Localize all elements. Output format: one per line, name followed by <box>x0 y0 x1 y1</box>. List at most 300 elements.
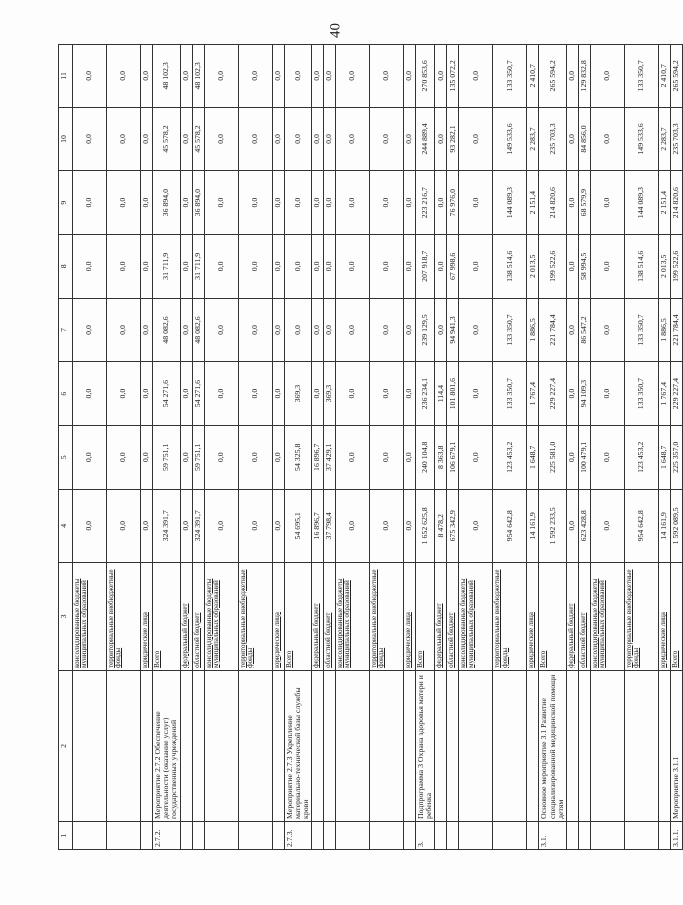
row-value: 0,0 <box>404 425 416 489</box>
row-name <box>312 670 324 821</box>
row-value: 0,0 <box>312 234 324 298</box>
row-value: 8 363,8 <box>435 425 447 489</box>
row-source: юридические лица <box>272 562 284 670</box>
table-row <box>192 45 204 850</box>
row-value: 0,0 <box>107 234 141 298</box>
row-value: 16 896,7 <box>312 425 324 489</box>
row-value: 235 703,3 <box>539 107 567 171</box>
row-value: 0,0 <box>238 234 272 298</box>
row-code <box>324 821 336 849</box>
row-source: консолидированные бюджеты муниципальных образований <box>459 562 493 670</box>
row-value: 48 082,6 <box>153 298 181 362</box>
row-name <box>447 670 459 821</box>
row-value: 0,0 <box>180 234 192 298</box>
row-value: 0,0 <box>284 298 312 362</box>
row-value: 0,0 <box>435 234 447 298</box>
row-name <box>192 670 204 821</box>
row-value: 1 592 233,5 <box>539 489 567 562</box>
row-value: 0,0 <box>590 45 624 108</box>
row-value: 0,0 <box>336 45 370 108</box>
row-value: 0,0 <box>107 45 141 108</box>
row-value: 0,0 <box>180 362 192 426</box>
row-name <box>272 670 284 821</box>
row-value: 0,0 <box>238 425 272 489</box>
row-value: 2 283,7 <box>527 107 539 171</box>
row-value: 0,0 <box>73 171 107 235</box>
row-value: 149 533,6 <box>624 107 658 171</box>
row-code <box>272 821 284 849</box>
row-value: 0,0 <box>73 234 107 298</box>
row-code <box>73 821 107 849</box>
row-source: территориальные внебюджетные фонды <box>624 562 658 670</box>
row-value: 0,0 <box>107 362 141 426</box>
row-value: 244 889,4 <box>416 107 435 171</box>
row-value: 1 592 089,5 <box>670 489 682 562</box>
row-value: 135 072,2 <box>447 45 459 108</box>
row-name <box>180 670 192 821</box>
row-value: 0,0 <box>141 107 153 171</box>
row-value: 0,0 <box>459 489 493 562</box>
table-row <box>670 45 682 850</box>
table-row <box>624 45 658 850</box>
table-row <box>416 45 435 850</box>
row-value: 236 234,1 <box>416 362 435 426</box>
table-row <box>435 45 447 850</box>
row-value: 0,0 <box>73 362 107 426</box>
row-code <box>204 821 238 849</box>
row-value: 133 350,7 <box>624 298 658 362</box>
row-value: 0,0 <box>204 298 238 362</box>
row-source: Всего <box>153 562 181 670</box>
row-code <box>658 821 670 849</box>
row-value: 2 151,4 <box>658 171 670 235</box>
row-value: 0,0 <box>238 298 272 362</box>
row-value: 0,0 <box>312 107 324 171</box>
row-value: 0,0 <box>272 234 284 298</box>
row-code: 3. <box>416 821 435 849</box>
table-row <box>578 45 590 850</box>
row-code: 2.7.3. <box>284 821 312 849</box>
row-name <box>73 670 107 821</box>
row-value: 0,0 <box>284 234 312 298</box>
row-value: 199 522,6 <box>539 234 567 298</box>
row-value: 2 151,4 <box>527 171 539 235</box>
row-source: юридические лица <box>141 562 153 670</box>
row-value: 37 798,4 <box>324 489 336 562</box>
column-number-row <box>59 45 73 850</box>
row-value: 0,0 <box>404 362 416 426</box>
row-value: 14 161,9 <box>527 489 539 562</box>
table-row <box>180 45 192 850</box>
row-value: 93 282,1 <box>447 107 459 171</box>
row-code: 3.1.1. <box>670 821 682 849</box>
row-value: 1 648,7 <box>658 425 670 489</box>
row-source: федеральный бюджет <box>566 562 578 670</box>
table-row <box>284 45 312 850</box>
row-source: областной бюджет <box>578 562 590 670</box>
row-value: 1 648,7 <box>527 425 539 489</box>
row-value: 0,0 <box>107 107 141 171</box>
row-source: областной бюджет <box>192 562 204 670</box>
row-value: 101 801,6 <box>447 362 459 426</box>
row-source: территориальные внебюджетные фонды <box>493 562 527 670</box>
row-value: 954 642,8 <box>493 489 527 562</box>
row-source: консолидированные бюджеты муниципальных образований <box>204 562 238 670</box>
row-value: 0,0 <box>324 45 336 108</box>
row-source: федеральный бюджет <box>312 562 324 670</box>
row-value: 67 998,6 <box>447 234 459 298</box>
row-value: 0,0 <box>141 362 153 426</box>
row-value: 0,0 <box>107 171 141 235</box>
row-code <box>624 821 658 849</box>
row-value: 0,0 <box>459 298 493 362</box>
row-source: территориальные внебюджетные фонды <box>107 562 141 670</box>
row-value: 59 751,1 <box>192 425 204 489</box>
row-value: 14 161,9 <box>658 489 670 562</box>
col-num-4: 4 <box>59 489 73 562</box>
row-source: юридические лица <box>527 562 539 670</box>
row-source: юридические лица <box>658 562 670 670</box>
table-row <box>590 45 624 850</box>
row-value: 0,0 <box>370 234 404 298</box>
row-name: Мероприятие 3.1.1 <box>670 670 682 821</box>
row-value: 0,0 <box>590 107 624 171</box>
table-row <box>459 45 493 850</box>
row-value: 68 579,9 <box>578 171 590 235</box>
row-value: 0,0 <box>324 107 336 171</box>
row-value: 240 104,8 <box>416 425 435 489</box>
row-value: 0,0 <box>141 489 153 562</box>
row-source: консолидированные бюджеты муниципальных образований <box>590 562 624 670</box>
row-value: 54 695,1 <box>284 489 312 562</box>
row-value: 270 853,6 <box>416 45 435 108</box>
row-value: 0,0 <box>404 489 416 562</box>
row-source: территориальные внебюджетные фонды <box>370 562 404 670</box>
col-num-6: 6 <box>59 362 73 426</box>
row-value: 133 350,7 <box>493 362 527 426</box>
row-value: 225 357,0 <box>670 425 682 489</box>
row-value: 0,0 <box>238 107 272 171</box>
row-value: 0,0 <box>404 298 416 362</box>
table-row <box>204 45 238 850</box>
row-value: 59 751,1 <box>153 425 181 489</box>
row-name: Мероприятие 2.7.3 Укрепление материально-технической базы службы крови <box>284 670 312 821</box>
col-num-9: 9 <box>59 171 73 235</box>
col-num-5: 5 <box>59 425 73 489</box>
row-value: 0,0 <box>272 107 284 171</box>
row-value: 1 767,4 <box>527 362 539 426</box>
row-value: 0,0 <box>204 425 238 489</box>
row-value: 0,0 <box>459 234 493 298</box>
row-value: 48 102,3 <box>153 45 181 108</box>
row-value: 0,0 <box>180 298 192 362</box>
row-value: 45 578,2 <box>153 107 181 171</box>
row-value: 48 102,3 <box>192 45 204 108</box>
row-value: 2 013,5 <box>527 234 539 298</box>
row-source: Всего <box>416 562 435 670</box>
col-num-2: 2 <box>59 670 73 821</box>
row-value: 0,0 <box>73 107 107 171</box>
budget-table <box>58 44 683 850</box>
col-num-7: 7 <box>59 298 73 362</box>
row-value: 94 941,3 <box>447 298 459 362</box>
table-row <box>324 45 336 850</box>
row-value: 265 594,2 <box>670 45 682 108</box>
row-value: 8 478,2 <box>435 489 447 562</box>
row-value: 100 479,1 <box>578 425 590 489</box>
row-name <box>324 670 336 821</box>
row-value: 0,0 <box>459 171 493 235</box>
row-value: 0,0 <box>180 425 192 489</box>
row-value: 54 271,6 <box>192 362 204 426</box>
row-value: 0,0 <box>404 107 416 171</box>
row-value: 954 642,8 <box>624 489 658 562</box>
row-value: 2 410,7 <box>658 45 670 108</box>
row-value: 369,3 <box>324 362 336 426</box>
row-value: 221 784,4 <box>539 298 567 362</box>
row-name <box>370 670 404 821</box>
row-value: 0,0 <box>141 425 153 489</box>
row-code <box>527 821 539 849</box>
row-code: 2.7.2. <box>153 821 181 849</box>
row-value: 133 350,7 <box>624 362 658 426</box>
table-row <box>658 45 670 850</box>
row-value: 0,0 <box>336 171 370 235</box>
row-code <box>238 821 272 849</box>
row-source: консолидированные бюджеты муниципальных образований <box>336 562 370 670</box>
row-value: 0,0 <box>590 234 624 298</box>
table-row <box>370 45 404 850</box>
row-value: 0,0 <box>238 45 272 108</box>
row-name <box>590 670 624 821</box>
row-value: 0,0 <box>204 489 238 562</box>
col-num-1: 1 <box>59 821 73 849</box>
row-value: 0,0 <box>566 171 578 235</box>
row-name <box>658 670 670 821</box>
row-value: 129 832,8 <box>578 45 590 108</box>
row-value: 0,0 <box>272 425 284 489</box>
table-row <box>447 45 459 850</box>
row-value: 229 227,4 <box>670 362 682 426</box>
row-value: 0,0 <box>435 171 447 235</box>
row-value: 106 679,1 <box>447 425 459 489</box>
row-value: 0,0 <box>238 171 272 235</box>
row-value: 0,0 <box>180 171 192 235</box>
row-value: 0,0 <box>107 298 141 362</box>
row-value: 0,0 <box>141 234 153 298</box>
table-row <box>336 45 370 850</box>
row-value: 0,0 <box>180 489 192 562</box>
table-row <box>527 45 539 850</box>
row-name: Подпрограмма 3 Охрана здоровья матери и ребенка <box>416 670 435 821</box>
row-value: 0,0 <box>370 45 404 108</box>
row-value: 2 013,5 <box>658 234 670 298</box>
row-value: 239 129,5 <box>416 298 435 362</box>
row-value: 0,0 <box>590 489 624 562</box>
row-value: 0,0 <box>590 425 624 489</box>
row-source: областной бюджет <box>324 562 336 670</box>
row-value: 221 784,4 <box>670 298 682 362</box>
row-value: 0,0 <box>204 171 238 235</box>
row-value: 114,4 <box>435 362 447 426</box>
row-value: 214 820,6 <box>670 171 682 235</box>
row-value: 149 533,6 <box>493 107 527 171</box>
table-frame <box>58 44 681 850</box>
row-value: 0,0 <box>180 107 192 171</box>
row-value: 0,0 <box>566 425 578 489</box>
row-value: 0,0 <box>324 298 336 362</box>
row-value: 1 886,5 <box>527 298 539 362</box>
row-value: 0,0 <box>459 45 493 108</box>
row-value: 37 429,1 <box>324 425 336 489</box>
row-name <box>566 670 578 821</box>
row-name <box>459 670 493 821</box>
row-value: 0,0 <box>336 425 370 489</box>
table-row <box>73 45 107 850</box>
table-row <box>539 45 567 850</box>
table-row <box>107 45 141 850</box>
row-value: 94 109,3 <box>578 362 590 426</box>
row-code <box>578 821 590 849</box>
row-value: 138 514,6 <box>493 234 527 298</box>
table-row <box>153 45 181 850</box>
row-value: 0,0 <box>73 298 107 362</box>
row-value: 623 428,8 <box>578 489 590 562</box>
row-value: 229 227,4 <box>539 362 567 426</box>
row-value: 123 453,2 <box>624 425 658 489</box>
row-code <box>447 821 459 849</box>
row-value: 0,0 <box>435 298 447 362</box>
row-value: 1 886,5 <box>658 298 670 362</box>
row-value: 0,0 <box>336 234 370 298</box>
row-value: 265 594,2 <box>539 45 567 108</box>
row-value: 0,0 <box>324 234 336 298</box>
row-value: 0,0 <box>590 362 624 426</box>
row-value: 36 894,0 <box>192 171 204 235</box>
row-value: 0,0 <box>73 425 107 489</box>
row-value: 0,0 <box>336 107 370 171</box>
row-value: 0,0 <box>370 298 404 362</box>
row-value: 0,0 <box>312 171 324 235</box>
row-value: 31 711,9 <box>192 234 204 298</box>
row-value: 0,0 <box>204 234 238 298</box>
row-source: Всего <box>539 562 567 670</box>
row-value: 0,0 <box>141 298 153 362</box>
row-value: 0,0 <box>590 298 624 362</box>
row-value: 369,3 <box>284 362 312 426</box>
row-value: 0,0 <box>238 489 272 562</box>
row-value: 207 918,7 <box>416 234 435 298</box>
row-value: 58 994,5 <box>578 234 590 298</box>
row-value: 0,0 <box>204 362 238 426</box>
row-value: 16 896,7 <box>312 489 324 562</box>
row-name <box>435 670 447 821</box>
row-value: 48 082,6 <box>192 298 204 362</box>
row-value: 214 820,6 <box>539 171 567 235</box>
table-row <box>141 45 153 850</box>
row-source: Всего <box>284 562 312 670</box>
row-value: 0,0 <box>204 107 238 171</box>
row-value: 0,0 <box>324 171 336 235</box>
row-value: 84 856,0 <box>578 107 590 171</box>
row-code <box>336 821 370 849</box>
row-value: 0,0 <box>435 45 447 108</box>
row-value: 0,0 <box>272 489 284 562</box>
table-row <box>404 45 416 850</box>
row-value: 0,0 <box>566 489 578 562</box>
row-value: 0,0 <box>107 425 141 489</box>
row-value: 0,0 <box>404 45 416 108</box>
row-value: 0,0 <box>370 425 404 489</box>
table-row <box>566 45 578 850</box>
row-value: 199 522,6 <box>670 234 682 298</box>
row-value: 0,0 <box>272 45 284 108</box>
row-code <box>435 821 447 849</box>
table-row <box>238 45 272 850</box>
row-value: 0,0 <box>312 298 324 362</box>
row-value: 0,0 <box>141 171 153 235</box>
row-value: 138 514,6 <box>624 234 658 298</box>
row-code <box>493 821 527 849</box>
row-value: 0,0 <box>272 298 284 362</box>
row-code: 3.1. <box>539 821 567 849</box>
row-value: 0,0 <box>284 45 312 108</box>
row-code <box>141 821 153 849</box>
col-num-10: 10 <box>59 107 73 171</box>
row-source: юридические лица <box>404 562 416 670</box>
row-value: 0,0 <box>73 489 107 562</box>
row-name <box>493 670 527 821</box>
row-value: 0,0 <box>272 362 284 426</box>
row-name <box>336 670 370 821</box>
row-name <box>107 670 141 821</box>
row-name <box>238 670 272 821</box>
row-value: 324 391,7 <box>192 489 204 562</box>
row-value: 0,0 <box>284 107 312 171</box>
row-name <box>204 670 238 821</box>
row-value: 54 325,8 <box>284 425 312 489</box>
table-row <box>312 45 324 850</box>
row-name <box>578 670 590 821</box>
row-value: 1 767,4 <box>658 362 670 426</box>
row-value: 0,0 <box>370 362 404 426</box>
row-name <box>141 670 153 821</box>
row-value: 144 089,3 <box>624 171 658 235</box>
row-value: 133 350,7 <box>493 45 527 108</box>
row-code <box>107 821 141 849</box>
row-source: федеральный бюджет <box>180 562 192 670</box>
row-name <box>404 670 416 821</box>
row-value: 123 453,2 <box>493 425 527 489</box>
row-value: 0,0 <box>566 234 578 298</box>
row-value: 0,0 <box>107 489 141 562</box>
row-value: 675 342,9 <box>447 489 459 562</box>
row-value: 2 410,7 <box>527 45 539 108</box>
row-value: 0,0 <box>180 45 192 108</box>
row-value: 36 894,0 <box>153 171 181 235</box>
row-name <box>527 670 539 821</box>
row-value: 0,0 <box>370 107 404 171</box>
row-value: 0,0 <box>284 171 312 235</box>
row-value: 0,0 <box>370 171 404 235</box>
row-code <box>370 821 404 849</box>
row-value: 225 581,0 <box>539 425 567 489</box>
row-value: 0,0 <box>459 425 493 489</box>
row-value: 0,0 <box>404 171 416 235</box>
row-name: Мероприятие 2.7.2 Обеспечение деятельности (оказание услуг) государственных учреждений <box>153 670 181 821</box>
table-row <box>493 45 527 850</box>
row-value: 31 711,9 <box>153 234 181 298</box>
